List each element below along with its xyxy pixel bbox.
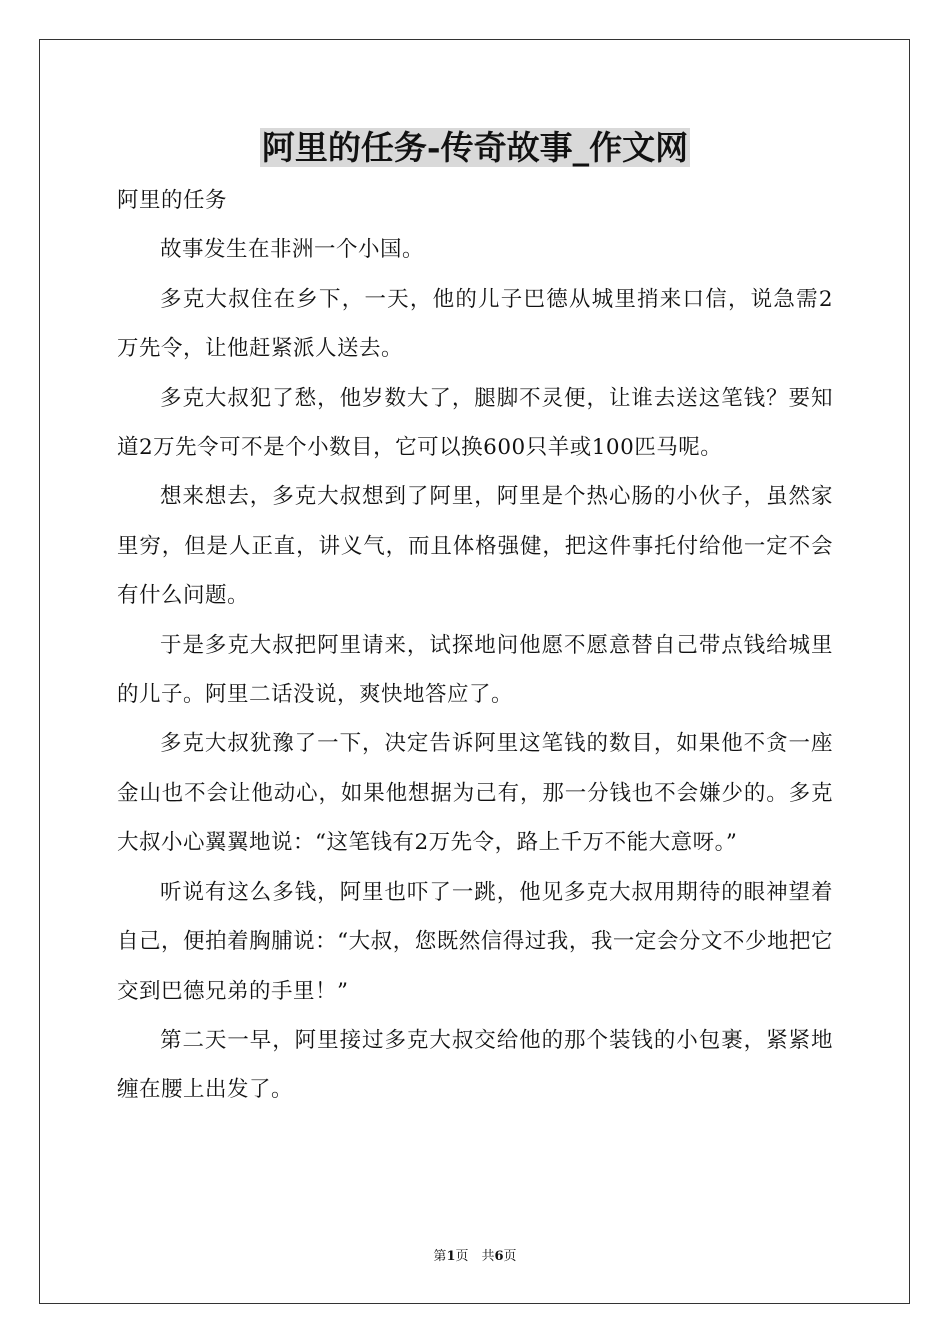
paragraph-4: 想来想去，多克大叔想到了阿里，阿里是个热心肠的小伙子，虽然家里穷，但是人正直，讲义气，而且体格强健，把这件事托付给他一定不会有什么问题。 (117, 484, 833, 609)
footer-suffix: 页 (503, 1249, 517, 1264)
paragraph-6: 多克大叔犹豫了一下，决定告诉阿里这笔钱的数目，如果他不贪一座金山也不会让他动心，如果他想据为己有，那一分钱也不会嫌少的。多克大叔小心翼翼地说：“这笔钱有2万先令，路上千万不能大意呀。” (117, 731, 833, 856)
footer-page-number: 1 (446, 1249, 456, 1264)
document-title-text: 阿里的任务-传奇故事_作文网 (261, 128, 689, 167)
paragraph-7: 听说有这么多钱，阿里也吓了一跳，他见多克大叔用期待的眼神望着自己，便拍着胸脯说：“大叔，您既然信得过我，我一定会分文不少地把它交到巴德兄弟的手里！” (117, 879, 833, 1004)
footer-middle: 页 共 (455, 1249, 495, 1264)
paragraph-1: 故事发生在非洲一个小国。 (160, 237, 425, 263)
footer-prefix: 第 (433, 1249, 447, 1264)
footer-total-pages: 6 (494, 1249, 504, 1264)
paragraph-2: 多克大叔住在乡下，一天，他的儿子巴德从城里捎来口信，说急需2万先令，让他赶紧派人送去。 (117, 286, 833, 362)
document-title (0, 124, 950, 172)
document-body (117, 176, 833, 1115)
paragraph-8: 第二天一早，阿里接过多克大叔交给他的那个装钱的小包裹，紧紧地缠在腰上出发了。 (117, 1027, 833, 1103)
page-footer (0, 1247, 950, 1267)
section-heading: 阿里的任务 (117, 188, 228, 213)
paragraph-5: 于是多克大叔把阿里请来，试探地问他愿不愿意替自己带点钱给城里的儿子。阿里二话没说，爽快地答应了。 (117, 632, 833, 708)
paragraph-3: 多克大叔犯了愁，他岁数大了，腿脚不灵便，让谁去送这笔钱？要知道2万先令可不是个小数目，它可以换600只羊或100匹马呢。 (117, 385, 833, 461)
